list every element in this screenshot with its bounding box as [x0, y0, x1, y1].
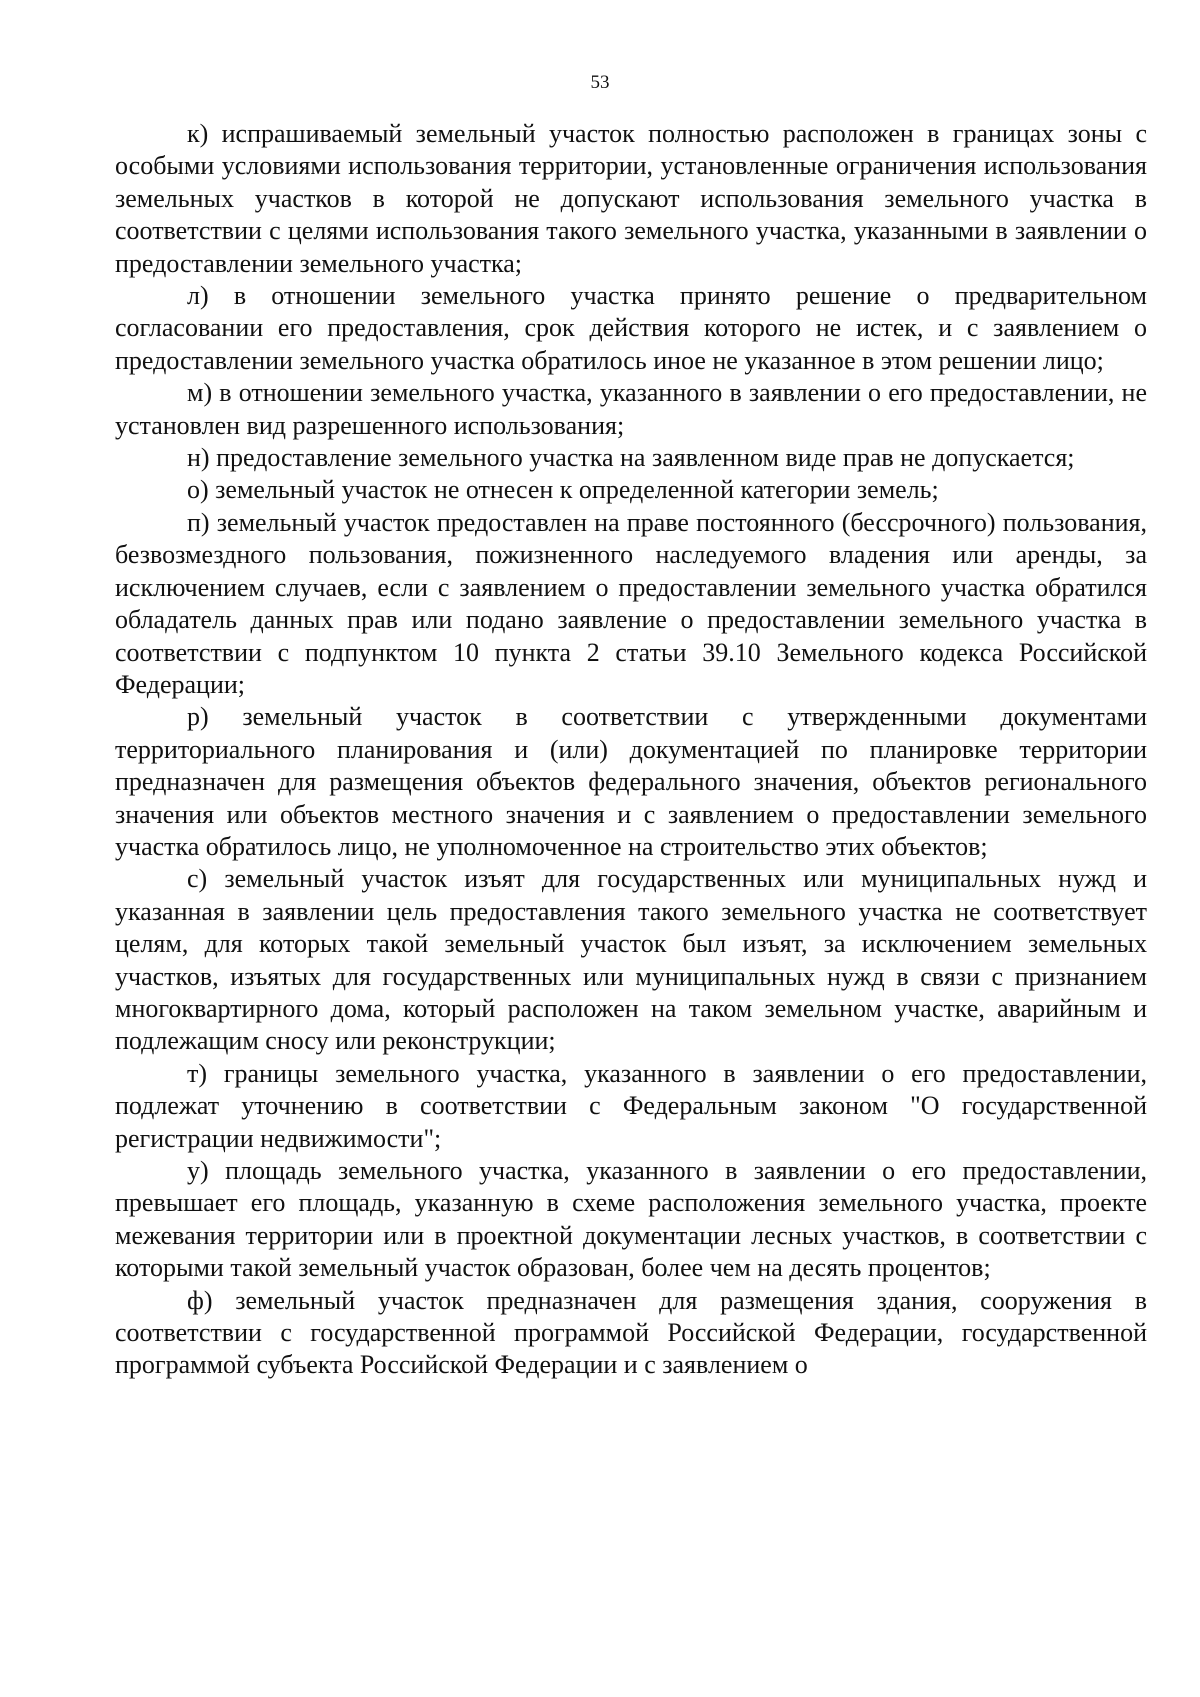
- paragraph-k: к) испрашиваемый земельный участок полностью расположен в границах зоны с особыми условиями использования территории, установленные ограничения использования земельных участков в которой не допускают использования земельного участка в соответствии с целями использования такого земельного участка, указанными в заявлении о предоставлении земельного участка;: [115, 119, 1147, 278]
- paragraph-u: у) площадь земельного участка, указанного в заявлении о его предоставлении, превышает его площадь, указанную в схеме расположения земельного участка, проекте межевания территории или в проектной документации лесных участков, в соответствии с которыми такой земельный участок образован, более чем на десять процентов;: [115, 1156, 1147, 1283]
- paragraph-r: р) земельный участок в соответствии с утвержденными документами территориального планирования и (или) документацией по планировке территории предназначен для размещения объектов федерального значения, объектов регионального значения или объектов местного значения и с заявлением о предоставлении земельного участка обратилось лицо, не уполномоченное на строительство этих объектов;: [115, 702, 1147, 861]
- paragraph-p: п) земельный участок предоставлен на праве постоянного (бессрочного) пользования, безвозмездного пользования, пожизненного наследуемого владения или аренды, за исключением случаев, если с заявлением о предоставлении земельного участка обратился обладатель данных прав или подано заявление о предоставлении земельного участка в соответствии с подпунктом 10 пункта 2 статьи 39.10 Земельного кодекса Российской Федерации;: [115, 507, 1147, 699]
- paragraph-m: м) в отношении земельного участка, указанного в заявлении о его предоставлении, не установлен вид разрешенного использования;: [115, 378, 1147, 440]
- paragraph-l: л) в отношении земельного участка принято решение о предварительном согласовании его предоставления, срок действия которого не истек, и с заявлением о предоставлении земельного участка обратилось иное не указанное в этом решении лицо;: [115, 281, 1147, 375]
- body-text: [115, 118, 1147, 1382]
- paragraph-f: ф) земельный участок предназначен для размещения здания, сооружения в соответствии с государственной программой Российской Федерации, государственной программой субъекта Российской Федерации и с заявлением о: [115, 1285, 1147, 1380]
- paragraph-n: н) предоставление земельного участка на заявленном виде прав не допускается;: [187, 443, 1075, 473]
- paragraph-o: о) земельный участок не отнесен к определенной категории земель;: [187, 475, 939, 505]
- paragraph-s: с) земельный участок изъят для государственных или муниципальных нужд и указанная в заявлении цель предоставления такого земельного участка не соответствует целям, для которых такой земельный участок был изъят, за исключением земельных участков, изъятых для государственных или муниципальных нужд в связи с признанием многоквартирного дома, который расположен на таком земельном участке, аварийным и подлежащим сносу или реконструкции;: [115, 864, 1147, 1056]
- page-number: 53: [590, 72, 610, 93]
- paragraph-t: т) границы земельного участка, указанного в заявлении о его предоставлении, подлежат уточнению в соответствии с Федеральным законом "О государственной регистрации недвижимости";: [115, 1058, 1147, 1153]
